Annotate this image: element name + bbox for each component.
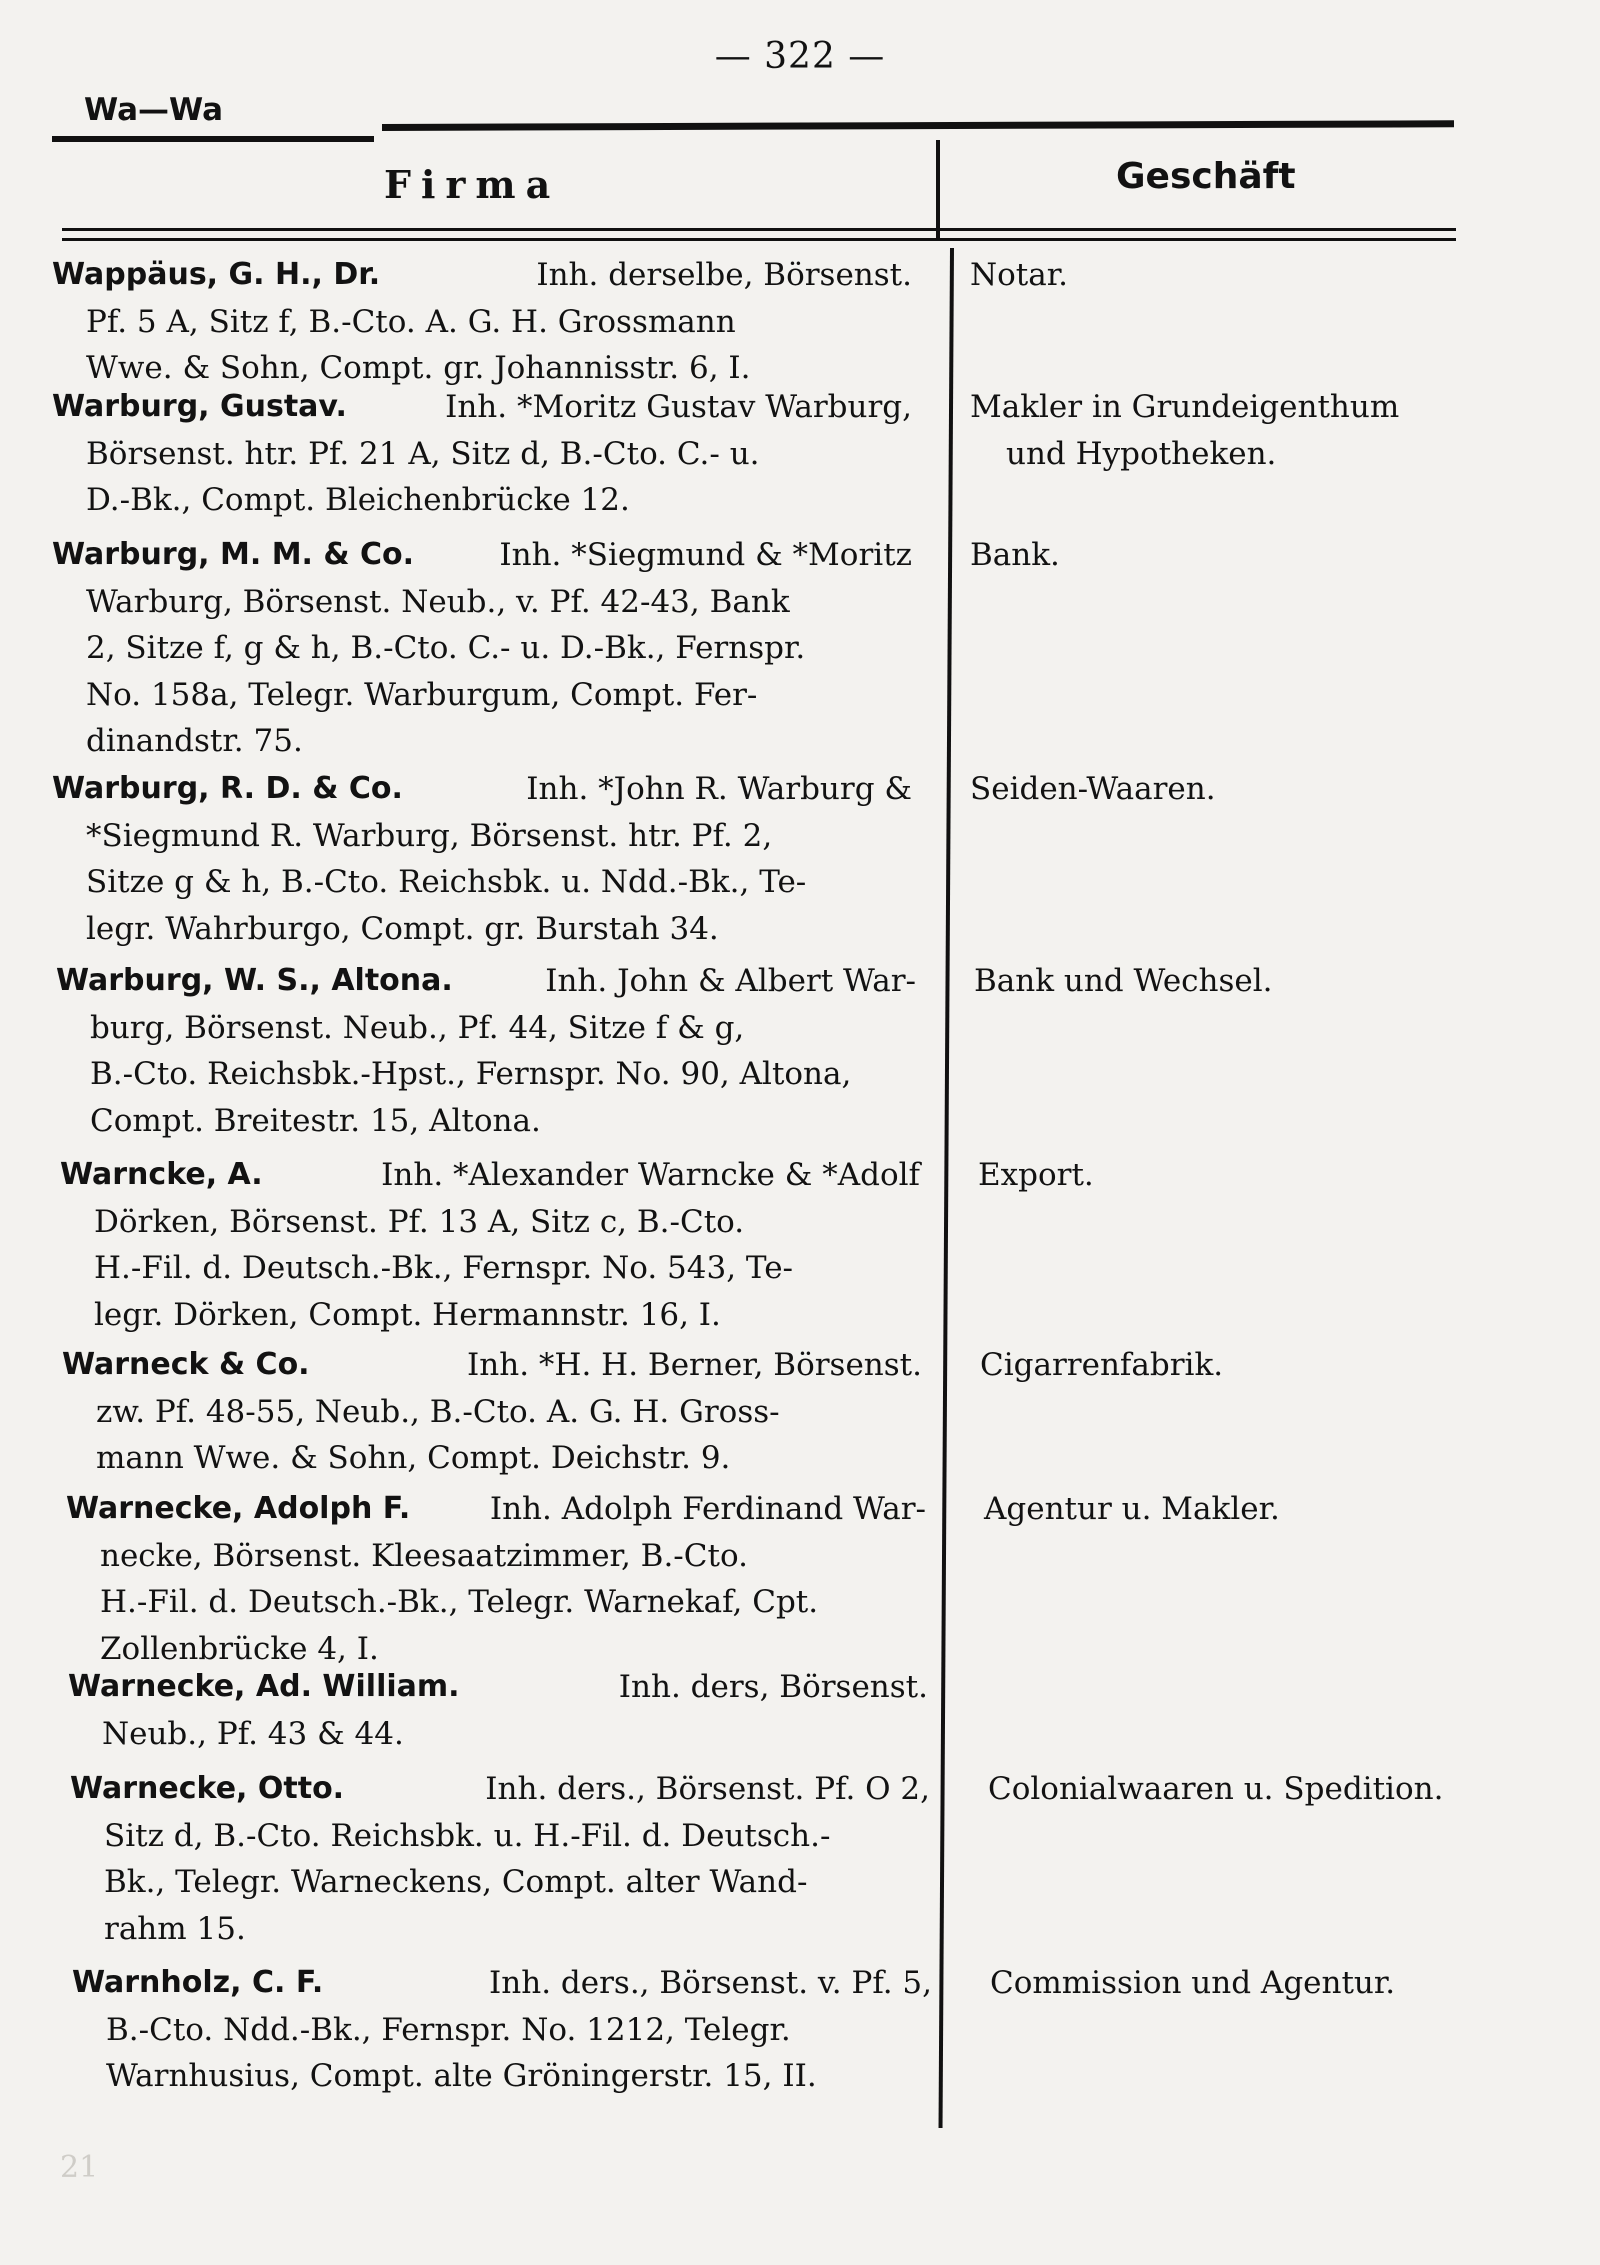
entry-business: [990, 1960, 1530, 2007]
entry-line: Bk., Telegr. Warneckens, Compt. alter Wand-: [104, 1864, 808, 1900]
entry-line-text: Inh. *H. H. Berner, Börsenst.: [467, 1347, 922, 1383]
entry-firm-name: Warnholz, C. F.: [72, 1965, 324, 2000]
business-line: Colonialwaaren u. Spedition.: [988, 1771, 1444, 1807]
entry-line: [52, 766, 912, 813]
entry-business: [970, 252, 1510, 299]
entry-line: [56, 958, 916, 1005]
entry-firm-name: Wappäus, G. H., Dr.: [52, 257, 381, 292]
entry-firm-name: Warnecke, Ad. William.: [68, 1669, 460, 1704]
entry-line: No. 158a, Telegr. Warburgum, Compt. Fer-: [86, 676, 758, 713]
entry-line: Dörken, Börsenst. Pf. 13 A, Sitz c, B.-Cto.: [94, 1203, 745, 1240]
entry-line: [60, 1152, 920, 1199]
entry-text: [68, 1664, 928, 1757]
entry-firm-name: Warburg, R. D. & Co.: [52, 771, 403, 806]
entry-business: [984, 1486, 1524, 1533]
entry-business: [970, 766, 1510, 813]
entry-business: [974, 958, 1514, 1005]
entry-line: D.-Bk., Compt. Bleichenbrücke 12.: [86, 482, 630, 518]
entry-line: legr. Wahrburgo, Compt. gr. Burstah 34.: [86, 910, 719, 947]
header-column-divider: [936, 140, 940, 240]
entry-line: *Siegmund R. Warburg, Börsenst. htr. Pf. 2,: [86, 817, 773, 854]
entry-line: legr. Dörken, Compt. Hermannstr. 16, I.: [94, 1296, 721, 1333]
business-line: Makler in Grundeigenthum: [970, 389, 1400, 425]
entry-text: [60, 1152, 920, 1338]
entry-firm-name: Warncke, A.: [60, 1157, 263, 1192]
business-line: Bank.: [970, 537, 1060, 573]
entry-firm-name: Warburg, Gustav.: [52, 389, 347, 424]
entry-line: [72, 1960, 932, 2007]
entry-line: Compt. Breitestr. 15, Altona.: [90, 1102, 541, 1139]
entry-text: [70, 1766, 930, 1952]
entry-line-text: Inh. ders., Börsenst. Pf. O 2,: [485, 1771, 930, 1807]
business-line: und Hypotheken.: [1006, 435, 1277, 472]
business-line: Notar.: [970, 257, 1068, 293]
business-line: Seiden-Waaren.: [970, 771, 1216, 807]
entry-text: [62, 1342, 922, 1482]
entry-line: rahm 15.: [104, 1910, 246, 1947]
entry-line-text: Inh. *Moritz Gustav Warburg,: [445, 389, 912, 425]
column-divider: [939, 248, 954, 2128]
entry-text: [52, 252, 912, 392]
entry-line-text: Inh. *Siegmund & *Moritz: [499, 537, 912, 573]
entry-line: Warnhusius, Compt. alte Gröningerstr. 15, II.: [106, 2058, 817, 2094]
entry-text: [52, 532, 912, 765]
column-header-firma: Firma: [384, 162, 561, 207]
entry-line: mann Wwe. & Sohn, Compt. Deichstr. 9.: [96, 1440, 731, 1476]
business-line: Export.: [978, 1157, 1094, 1193]
entry-business: [978, 1152, 1518, 1199]
entry-firm-name: Warburg, M. M. & Co.: [52, 537, 415, 572]
entry-business: [970, 532, 1510, 579]
business-line: Cigarrenfabrik.: [980, 1347, 1224, 1383]
entry-text: [66, 1486, 926, 1672]
entry-text: [72, 1960, 932, 2100]
entry-firm-name: Warnecke, Otto.: [70, 1771, 345, 1806]
entry-text: [56, 958, 916, 1144]
header-rule-left: [52, 136, 374, 142]
entry-line: H.-Fil. d. Deutsch.-Bk., Telegr. Warnekaf, Cpt.: [100, 1584, 819, 1620]
entry-line: B.-Cto. Reichsbk.-Hpst., Fernspr. No. 90, Altona,: [90, 1056, 852, 1092]
entry-line: zw. Pf. 48-55, Neub., B.-Cto. A. G. H. Gross-: [96, 1393, 780, 1430]
entry-line-text: Inh. *Alexander Warncke & *Adolf: [381, 1157, 920, 1193]
entry-line: Börsenst. htr. Pf. 21 A, Sitz d, B.-Cto. C.- u.: [86, 435, 760, 472]
entry-line: Pf. 5 A, Sitz f, B.-Cto. A. G. H. Grossmann: [86, 303, 736, 340]
entry-business: [988, 1766, 1528, 1813]
entry-line-text: Inh. *John R. Warburg &: [526, 771, 912, 807]
entry-line-text: Inh. ders., Börsenst. v. Pf. 5,: [489, 1965, 932, 2001]
entry-line: [68, 1664, 928, 1711]
entry-line: [66, 1486, 926, 1533]
bleed-through-mark: 21: [60, 2150, 99, 2185]
entry-line: Neub., Pf. 43 & 44.: [102, 1715, 404, 1752]
entry-line: [52, 384, 912, 431]
entry-line: [70, 1766, 930, 1813]
entry-firm-name: Warnecke, Adolph F.: [66, 1491, 411, 1526]
entry-text: [52, 766, 912, 952]
entry-line-text: Inh. derselbe, Börsenst.: [536, 257, 912, 293]
entry-firm-name: Warburg, W. S., Altona.: [56, 963, 453, 998]
entry-line: dinandstr. 75.: [86, 723, 303, 759]
entry-line: Wwe. & Sohn, Compt. gr. Johannisstr. 6, I.: [86, 350, 751, 386]
entry-line-text: Inh. ders, Börsenst.: [618, 1669, 928, 1705]
entry-line: [52, 252, 912, 299]
entry-line-text: Inh. Adolph Ferdinand War-: [489, 1491, 926, 1527]
entry-line: Zollenbrücke 4, I.: [100, 1630, 379, 1667]
entry-line: H.-Fil. d. Deutsch.-Bk., Fernspr. No. 543, Te-: [94, 1250, 794, 1286]
business-line: Bank und Wechsel.: [974, 963, 1273, 999]
section-code: Wa—Wa: [84, 92, 224, 128]
business-line: Agentur u. Makler.: [984, 1491, 1280, 1527]
header-rule-right: [382, 120, 1454, 131]
entry-line-text: Inh. John & Albert War-: [545, 963, 916, 999]
column-header-rule-upper: [62, 228, 1456, 231]
entry-line: B.-Cto. Ndd.-Bk., Fernspr. No. 1212, Telegr.: [106, 2011, 791, 2048]
entry-line: Warburg, Börsenst. Neub., v. Pf. 42-43, Bank: [86, 583, 790, 620]
entry-line: [52, 532, 912, 579]
entry-business: [980, 1342, 1520, 1389]
entry-text: [52, 384, 912, 524]
entry-firm-name: Warneck & Co.: [62, 1347, 310, 1382]
entry-line: necke, Börsenst. Kleesaatzimmer, B.-Cto.: [100, 1537, 748, 1574]
entry-business: [970, 384, 1510, 477]
entry-line: [62, 1342, 922, 1389]
entry-line: Sitze g & h, B.-Cto. Reichsbk. u. Ndd.-Bk., Te-: [86, 864, 807, 900]
page-number: — 322 —: [714, 36, 886, 77]
entry-line: Sitz d, B.-Cto. Reichsbk. u. H.-Fil. d. Deutsch.-: [104, 1817, 831, 1854]
entry-line: 2, Sitze f, g & h, B.-Cto. C.- u. D.-Bk., Fernspr.: [86, 630, 806, 666]
entry-line: burg, Börsenst. Neub., Pf. 44, Sitze f & g,: [90, 1009, 745, 1046]
business-line: Commission und Agentur.: [990, 1965, 1396, 2001]
column-header-geschaeft: Geschäft: [1116, 156, 1296, 197]
column-header-rule-lower: [62, 238, 1456, 241]
